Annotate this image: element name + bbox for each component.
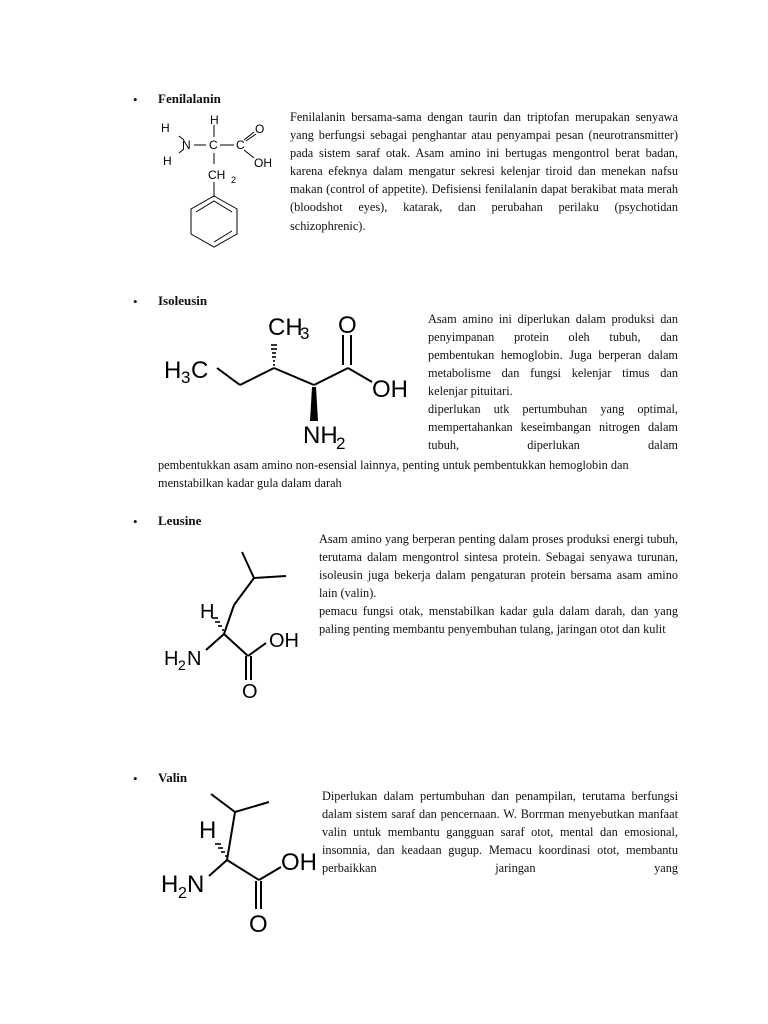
isol-h3c-c: C [191,357,209,384]
bullet-leusine: • [133,514,138,529]
isol-o-atom: O [338,312,357,339]
val-h2n-n: N [187,871,205,898]
fenil-h2-atom: H [163,154,172,168]
fenil-h-top-atom: H [210,113,219,127]
isol-subscript-2: 2 [336,434,346,453]
val-h2n-h: H [161,871,179,898]
fenilalanin-structure [150,108,278,248]
val-subscript-2: 2 [178,885,187,902]
isol-h3c-h: H [164,357,182,384]
heading-isoleusin: Isoleusin [158,293,208,308]
isol-nh-atom: NH [303,422,338,449]
paragraph-isoleusin-1: Asam amino ini diperlukan dalam produksi dan penyimpanan protein oleh tubuh, dan pembentukan hemoglobin. Juga berperan dalam metabolisme dan fungsi kelenjar timus dan kelenjar pituitari. [428,312,678,399]
isol-subscript-3-top: 3 [300,324,310,343]
bullet-valin: • [133,771,138,786]
isol-ch-atom: CH [268,314,303,341]
paragraph-leusine-2: pemacu fungsi otak, menstabilkan kadar gula dalam darah, dan yang paling penting membantu penyembuhan tulang, jaringan otot dan kulit [319,604,678,637]
val-oh-atom: OH [281,849,317,876]
fenil-c-alpha-atom: C [209,138,218,152]
val-o-atom: O [249,911,268,938]
leu-h2n-n: N [187,648,202,670]
leu-subscript-2: 2 [178,657,186,673]
fenil-oh-atom: OH [254,156,272,170]
paragraph-leusine-1: Asam amino yang berperan penting dalam proses produksi energi tubuh, terutama dalam mengontrol sintesa protein. Sebagai senyawa turunan, isoleusin juga bekerja dalam pengaturan protein bersama asam amino lain (valin). [319,532,678,601]
leusine-structure [158,540,308,705]
leu-oh-atom: OH [269,630,299,652]
fenil-ch-atom: CH [208,168,226,182]
fenil-o-atom: O [255,122,265,136]
fenil-c-carboxyl-atom: C [236,138,245,152]
leu-o-atom: O [242,681,258,703]
fenil-n-atom: N [182,138,191,152]
isol-subscript-3-left: 3 [181,368,191,387]
isoleusin-structure [160,308,420,453]
valin-structure [155,788,325,938]
bullet-fenilalanin: • [133,92,138,107]
heading-leusine: Leusine [158,513,202,528]
paragraph-isoleusin-2: diperlukan utk pertumbuhan yang optimal, mempertahankan keseimbangan nitrogen dalam tubuh, diperlukan dalam [428,402,678,453]
fenil-subscript-2: 2 [231,175,237,185]
heading-valin: Valin [158,770,188,785]
paragraph-valin: Diperlukan dalam pertumbuhan dan penampilan, terutama berfungsi dalam sistem saraf dan pencernaan. W. Borrman menyebutkan manfaat valin untuk membantu gangguan saraf otot, mental dan emosional, insomnia, dan keadaan gugup. Memacu koordinasi otot, membantu perbaikkan jaringan yang [322,789,678,876]
heading-fenilalanin: Fenilalanin [158,91,221,106]
leu-h2n-h: H [164,648,179,670]
paragraph-isoleusin-3: pembentukkan asam amino non-esensial lainnya, penting untuk pembentukkan hemoglobin dan menstabilkan kadar gula dalam darah [158,458,629,491]
fenil-h-atom: H [161,121,170,135]
leu-h-atom: H [200,601,215,623]
val-h-atom: H [199,817,217,844]
paragraph-fenilalanin: Fenilalanin bersama-sama dengan taurin dan triptofan merupakan senyawa yang berfungsi sebagai penghantar atau penyampai pesan (neurotransmitter) pada sistem saraf otak. Asam amino ini bertugas mengontrol berat badan, karena efeknya dalam mengatur sekresi kelenjar tiroid dan menekan nafsu makan (control of appetite). Defisiensi fenilalanin dapat berakibat mata merah (bloodshot eyes), katarak, dan perubahan perilaku (psychotidan schizophrenic). [290,110,678,233]
isol-oh-atom: OH [372,376,408,403]
bullet-isoleusin: • [133,294,138,309]
